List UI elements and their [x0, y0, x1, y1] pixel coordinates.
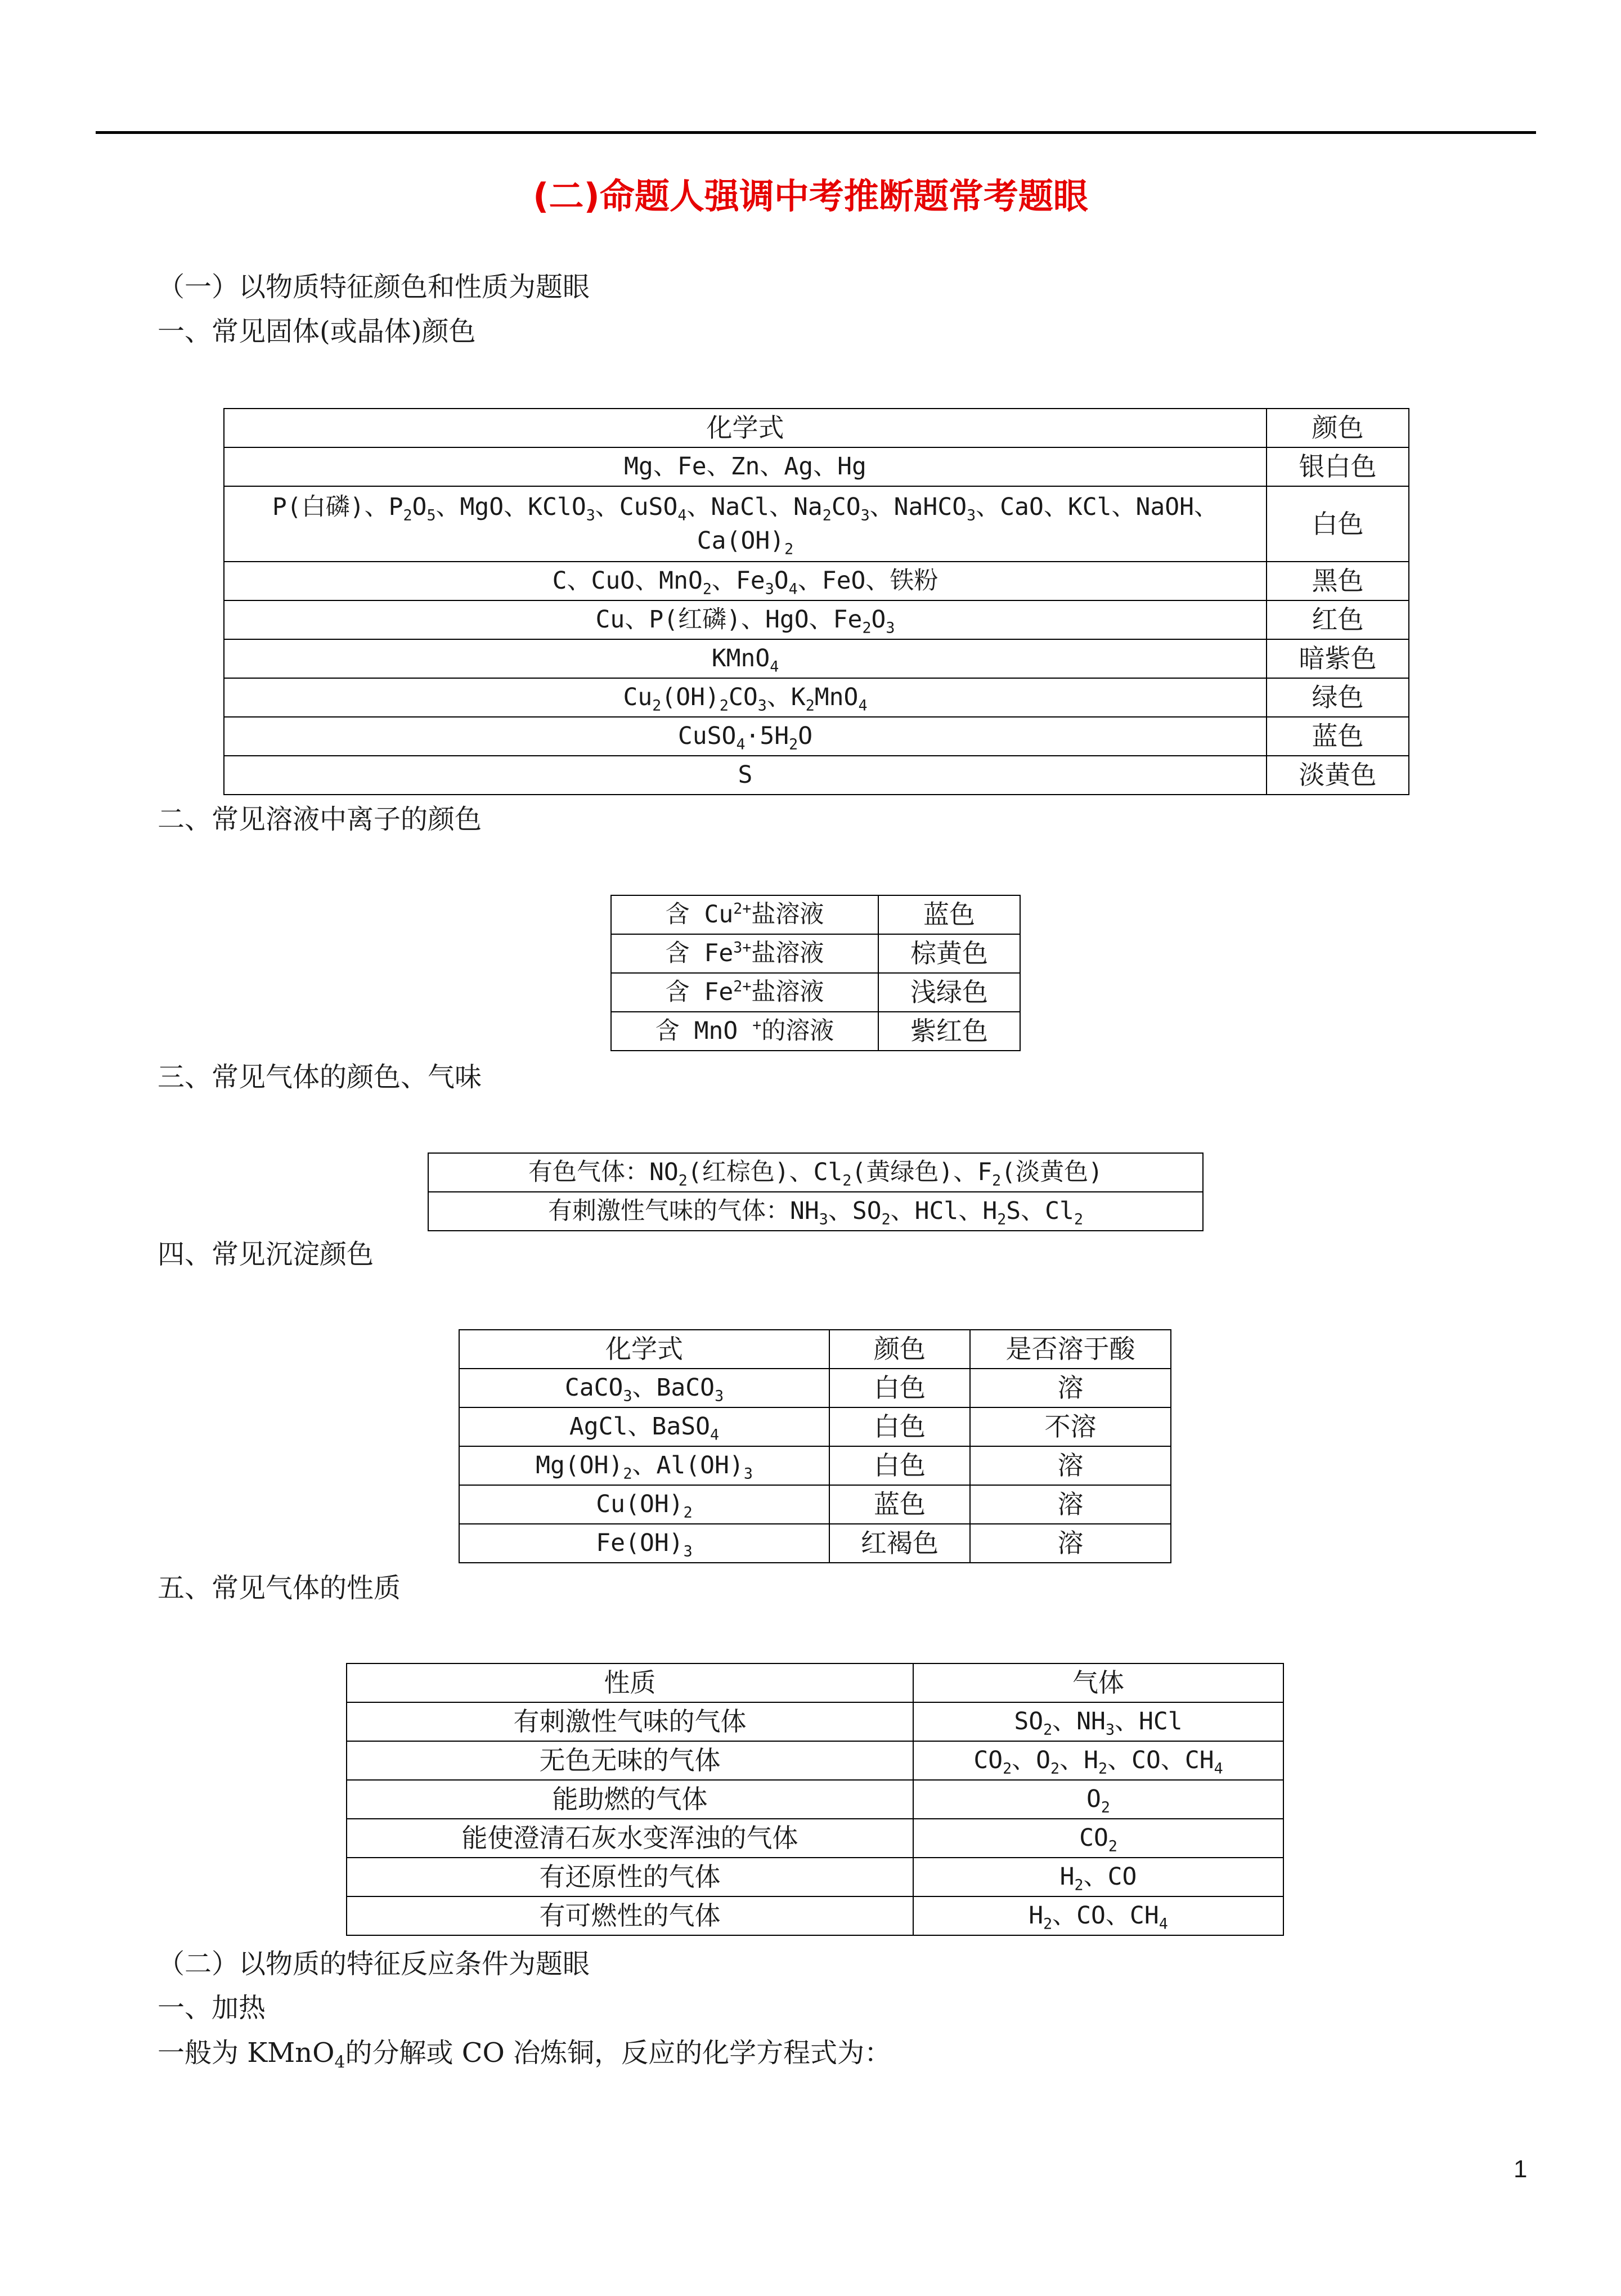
section-heading: （一）以物质特征颜色和性质为题眼	[158, 271, 590, 303]
solid-color-table	[223, 408, 1409, 795]
table-row	[459, 1485, 1171, 1524]
table-row	[347, 1819, 1283, 1858]
table-header-row	[459, 1330, 1171, 1369]
property-cell: 无色无味的气体	[347, 1741, 913, 1780]
header-rule	[96, 131, 1536, 134]
table-header-cell: 颜色	[1267, 409, 1409, 447]
table-row	[224, 678, 1409, 717]
property-cell: 能使澄清石灰水变浑浊的气体	[347, 1819, 913, 1858]
formula-cell: $Cu_2(OH)_2CO_3$、$K_2MnO_4$	[224, 678, 1267, 717]
part-heading: 五、常见气体的性质	[158, 1572, 401, 1604]
table-row	[224, 600, 1409, 639]
table-header-cell: 化学式	[459, 1330, 829, 1369]
color-cell: 红褐色	[829, 1524, 970, 1563]
table-row	[347, 1858, 1283, 1896]
precipitate-table	[459, 1329, 1171, 1563]
table-row	[224, 717, 1409, 756]
part-heading: 四、常见沉淀颜色	[158, 1239, 374, 1270]
table-header-cell: 是否溶于酸	[970, 1330, 1171, 1369]
formula-cell: S	[224, 756, 1267, 795]
part-heading: 一、常见固体(或晶体)颜色	[158, 316, 476, 347]
formula-cell: Mg、Fe、Zn、Ag、Hg	[224, 447, 1267, 486]
gases-cell: $CO_2$	[913, 1819, 1283, 1858]
color-cell: 蓝色	[878, 895, 1020, 934]
ion-cell: 含 MnO +的溶液	[611, 1012, 878, 1051]
ion-cell: 含 $Fe^{3+}$盐溶液	[611, 934, 878, 973]
table-header-cell: 性质	[347, 1663, 913, 1702]
acid-solubility-cell: 溶	[970, 1446, 1171, 1485]
gas-color-odor-table	[428, 1153, 1204, 1231]
gas-info-cell: 有色气体：$NO_2$(红棕色)、$Cl_2$(黄绿色)、$F_2$(淡黄色)	[428, 1153, 1203, 1192]
table-row	[347, 1780, 1283, 1819]
page-title: (二)命题人强调中考推断题常考题眼	[533, 176, 1088, 217]
color-cell: 银白色	[1267, 447, 1409, 486]
formula-cell: P(白磷)、$P_2O_5$、MgO、KClO$_3$、CuSO$_4$、NaCl、$Na_2CO_3$、NaHCO$_3$、CaO、KCl、NaOH、$Ca(OH)_2$	[224, 486, 1267, 562]
gases-cell: $CO_2$、$O_2$、$H_2$、CO、$CH_4$	[913, 1741, 1283, 1780]
gases-cell: $H_2$、CO、$CH_4$	[913, 1896, 1283, 1935]
color-cell: 白色	[1267, 486, 1409, 562]
ion-cell: 含 $Cu^{2+}$盐溶液	[611, 895, 878, 934]
table-row	[611, 934, 1020, 973]
part-heading: 一、加热	[158, 1992, 266, 2024]
color-cell: 绿色	[1267, 678, 1409, 717]
ion-cell: 含 $Fe^{2+}$盐溶液	[611, 973, 878, 1012]
color-cell: 红色	[1267, 600, 1409, 639]
table-row	[459, 1369, 1171, 1407]
property-cell: 有可燃性的气体	[347, 1896, 913, 1935]
formula-cell: $Cu(OH)_2$	[459, 1485, 829, 1524]
table-row	[611, 895, 1020, 934]
property-cell: 能助燃的气体	[347, 1780, 913, 1819]
acid-solubility-cell: 不溶	[970, 1407, 1171, 1446]
table-header-cell: 颜色	[829, 1330, 970, 1369]
table-row	[224, 486, 1409, 562]
color-cell: 白色	[829, 1407, 970, 1446]
property-cell: 有刺激性气味的气体	[347, 1702, 913, 1741]
body-text: 一般为 KMnO$_4$的分解或 CO 冶炼铜，反应的化学方程式为：	[158, 2037, 892, 2073]
gases-cell: $SO_2$、$NH_3$、HCl	[913, 1702, 1283, 1741]
table-header-row	[347, 1663, 1283, 1702]
section-heading: （二）以物质的特征反应条件为题眼	[158, 1948, 590, 1980]
table-header-cell: 化学式	[224, 409, 1267, 447]
formula-cell: KMnO$_4$	[224, 639, 1267, 678]
table-row	[459, 1446, 1171, 1485]
color-cell: 白色	[829, 1446, 970, 1485]
table-row	[347, 1702, 1283, 1741]
gases-cell: $H_2$、CO	[913, 1858, 1283, 1896]
property-cell: 有还原性的气体	[347, 1858, 913, 1896]
table-row	[347, 1741, 1283, 1780]
part-heading: 二、常见溶液中离子的颜色	[158, 804, 482, 835]
table-row	[224, 639, 1409, 678]
table-row	[459, 1524, 1171, 1563]
acid-solubility-cell: 溶	[970, 1524, 1171, 1563]
formula-cell: Cu、P(红磷)、HgO、$Fe_2O_3$	[224, 600, 1267, 639]
color-cell: 蓝色	[1267, 717, 1409, 756]
table-header-cell: 气体	[913, 1663, 1283, 1702]
table-row	[224, 447, 1409, 486]
formula-cell: C、CuO、MnO$_2$、$Fe_3O_4$、FeO、铁粉	[224, 562, 1267, 600]
table-row	[428, 1192, 1203, 1231]
gas-property-table	[346, 1663, 1284, 1936]
table-row	[459, 1407, 1171, 1446]
table-row	[428, 1153, 1203, 1192]
formula-cell: $Fe(OH)_3$	[459, 1524, 829, 1563]
color-cell: 蓝色	[829, 1485, 970, 1524]
formula-cell: $Mg(OH)_2$、$Al(OH)_3$	[459, 1446, 829, 1485]
color-cell: 黑色	[1267, 562, 1409, 600]
color-cell: 暗紫色	[1267, 639, 1409, 678]
color-cell: 白色	[829, 1369, 970, 1407]
part-heading: 三、常见气体的颜色、气味	[158, 1061, 482, 1093]
formula-cell: $CuSO_4\cdot 5H_2O$	[224, 717, 1267, 756]
table-row	[224, 756, 1409, 795]
gases-cell: $O_2$	[913, 1780, 1283, 1819]
table-row	[347, 1896, 1283, 1935]
formula-cell: AgCl、BaSO$_4$	[459, 1407, 829, 1446]
table-row	[611, 1012, 1020, 1051]
acid-solubility-cell: 溶	[970, 1485, 1171, 1524]
formula-cell: CaCO$_3$、BaCO$_3$	[459, 1369, 829, 1407]
color-cell: 棕黄色	[878, 934, 1020, 973]
table-header-row	[224, 409, 1409, 447]
table-row	[611, 973, 1020, 1012]
acid-solubility-cell: 溶	[970, 1369, 1171, 1407]
gas-info-cell: 有刺激性气味的气体：$NH_3$、$SO_2$、HCl、$H_2S$、$Cl_2$	[428, 1192, 1203, 1231]
color-cell: 浅绿色	[878, 973, 1020, 1012]
color-cell: 紫红色	[878, 1012, 1020, 1051]
ion-color-table	[610, 895, 1021, 1051]
page-number: 1	[1514, 2155, 1528, 2183]
table-row	[224, 562, 1409, 600]
color-cell: 淡黄色	[1267, 756, 1409, 795]
